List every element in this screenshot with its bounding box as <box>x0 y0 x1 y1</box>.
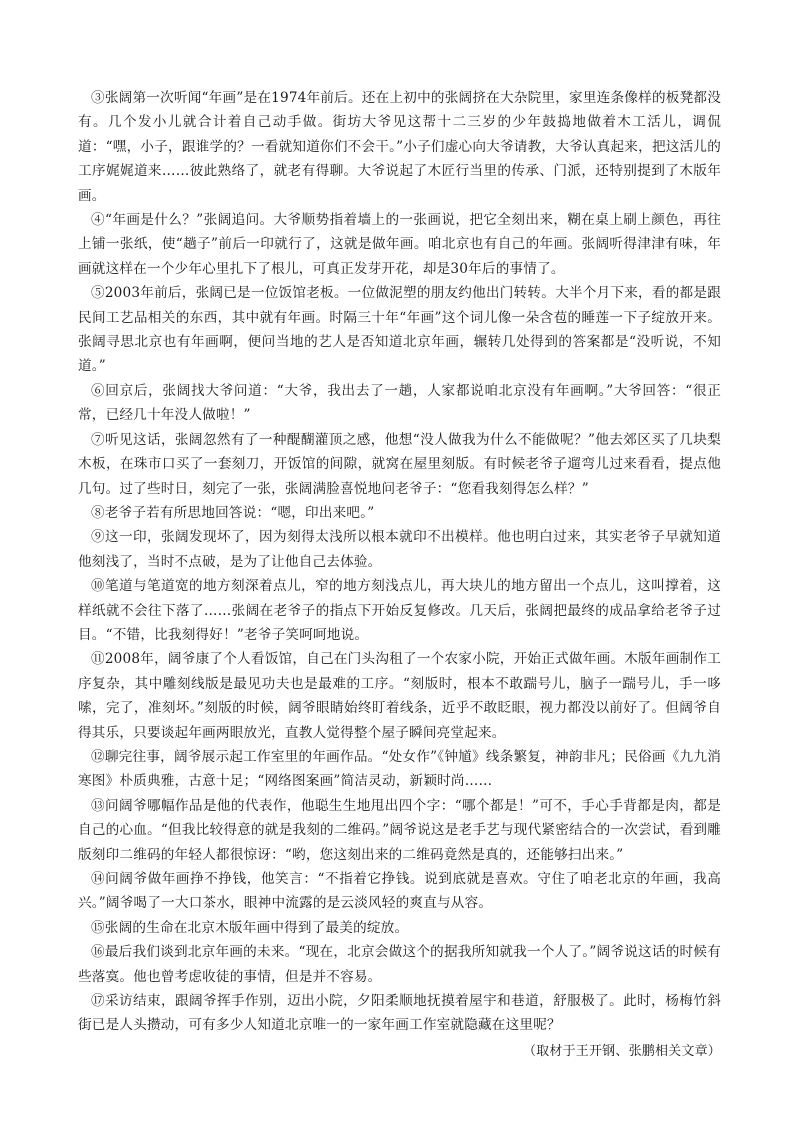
source-citation: （取材于王开钢、张鹏相关文章） <box>522 1043 721 1059</box>
paragraph-3: ③张阔第一次听闻“年画”是在1974年前后。还在上初中的张阔挤在大杂院里，家里连条像样的板凳都没有。几个发小儿就合计着自己动手做。街坊大爷见这帮十二三岁的少年鼓捣地做着木工活儿，调侃道：“嘿，小子，跟谁学的？一看就知道你们不会干。”小子们虚心向大爷请教，大爷认真起来，把这活儿的工序娓娓道来……彼此熟络了，就老有得聊。大爷说起了木匠行当里的传承、门派，还特别提到了木版年画。 <box>78 90 721 204</box>
paragraph-8: ⑧老爷子若有所思地回答说：“嗯，印出来吧。” <box>91 504 375 521</box>
paragraph-11: ⑪2008年，阔爷康了个人看饭馆，自己在门头沟租了一个农家小院，开始正式做年画。木版年画制作工序复杂，其中雕刻线版是最见功夫也是最难的工序。“刻版时，根本不敢踹号儿，脑子一踹号儿，手一哆嗦，完了，准刻坏。”刻版的时候，阔爷眼睛始终盯着线条，近乎不敢眨眼，视力都没以前好了。但阔爷自得其乐，只要谈起年画两眼放光，直教人觉得整个屋子瞬间亮堂起来。 <box>78 651 721 741</box>
paragraph-7: ⑦听见这话，张阔忽然有了一种醍醐灌顶之感，他想“没人做我为什么不能做呢？”他去郊区买了几块梨木板，在珠市口买了一套刻刀，开饭馆的间隙，就窝在屋里刻版。有时候老爷子遛弯儿过来看看，提点他几句。过了些时日，刻完了一张，张阔满脸喜悦地问老爷子：“您看我刻得怎么样？” <box>78 431 721 497</box>
paragraph-10: ⑩笔道与笔道宽的地方刻深着点儿，窄的地方刻浅点儿，再大块儿的地方留出一个点儿，这叫撑着，这样纸就不会往下落了……张阔在老爷子的指点下开始反复修改。几天后，张阔把最终的成品拿给老爷子过目。“不错，比我刻得好！”老爷子笑呵呵地说。 <box>78 578 721 643</box>
paragraph-13: ⑬问阔爷哪幅作品是他的代表作，他聪生生地甩出四个字：“哪个都是！”可不，手心手背都是肉，都是自己的心血。“但我比较得意的就是我刻的二维码。”阔爷说这是老手艺与现代紧密结合的一次尝试，看到雕版刻印二维码的年轻人都很惊讶：“哟，您这刻出来的二维码竟然是真的，还能够扫出来。” <box>78 797 721 863</box>
paragraph-5: ⑤2003年前后，张阔已是一位饭馆老板。一位做泥塑的朋友约他出门转转。大半个月下来，看的都是跟民间工艺品相关的东西，其中就有年画。时隔三十年“年画”这个词儿像一朵含苞的睡莲一下子绽放开来。张阔寻思北京也有年画啊，便问当地的艺人是否知道北京年画，辗转几处得到的答案都是“没听说，不知道。” <box>78 285 721 375</box>
paragraph-17: ⑰采访结束，跟阔爷挥手作别，迈出小院，夕阳柔顺地抚摸着屋宇和巷道，舒服极了。此时，杨梅竹斜街已是人头攒动，可有多少人知道北京唯一的一家年画工作室就隐藏在这里呢？ <box>78 993 721 1034</box>
paragraph-14: ⑭问阔爷做年画挣不挣钱，他笑言：“不指着它挣钱。说到底就是喜欢。守住了咱老北京的年画，我高兴。”阔爷喝了一大口茶水，眼神中流露的是云淡风轻的爽直与从容。 <box>78 871 721 912</box>
paragraph-4: ④“年画是什么？”张阔追问。大爷顺势指着墙上的一张画说，把它全刻出来，糊在桌上刷上颜色，再往上铺一张纸，使“趟子”前后一印就行了，这就是做年画。咱北京也有自己的年画。张阔听得津津有味，年画就这样在一个少年心里扎下了根儿，可真正发芽开花，却是30年后的事情了。 <box>78 212 721 277</box>
paragraph-9: ⑨这一印，张阔发现坏了，因为刻得太浅所以根本就印不出模样。他也明白过来，其实老爷子早就知道他刻浅了，当时不点破，是为了让他自己去体验。 <box>78 529 721 570</box>
paragraph-16: ⑯最后我们谈到北京年画的未来。“现在，北京会做这个的据我所知就我一个人了。”阔爷说这话的时候有些落寞。他也曾考虑收徒的事情，但是并不容易。 <box>78 944 721 985</box>
article <box>78 86 721 1064</box>
paragraph-12: ⑫聊完往事，阔爷展示起工作室里的年画作品。“处女作”《钟馗》线条繁复，神韵非凡；民俗画《九九消寒图》朴质典雅，古意十足；“网络图案画”简洁灵动，新颖时尚…… <box>78 748 721 790</box>
paragraph-15: ⑮张阔的生命在北京木版年画中得到了最美的绽放。 <box>91 919 409 936</box>
paragraph-6: ⑥回京后，张阔找大爷问道：“大爷，我出去了一趟，人家都说咱北京没有年画啊。”大爷回答：“很正常，已经几十年没人做啦！” <box>78 382 721 424</box>
